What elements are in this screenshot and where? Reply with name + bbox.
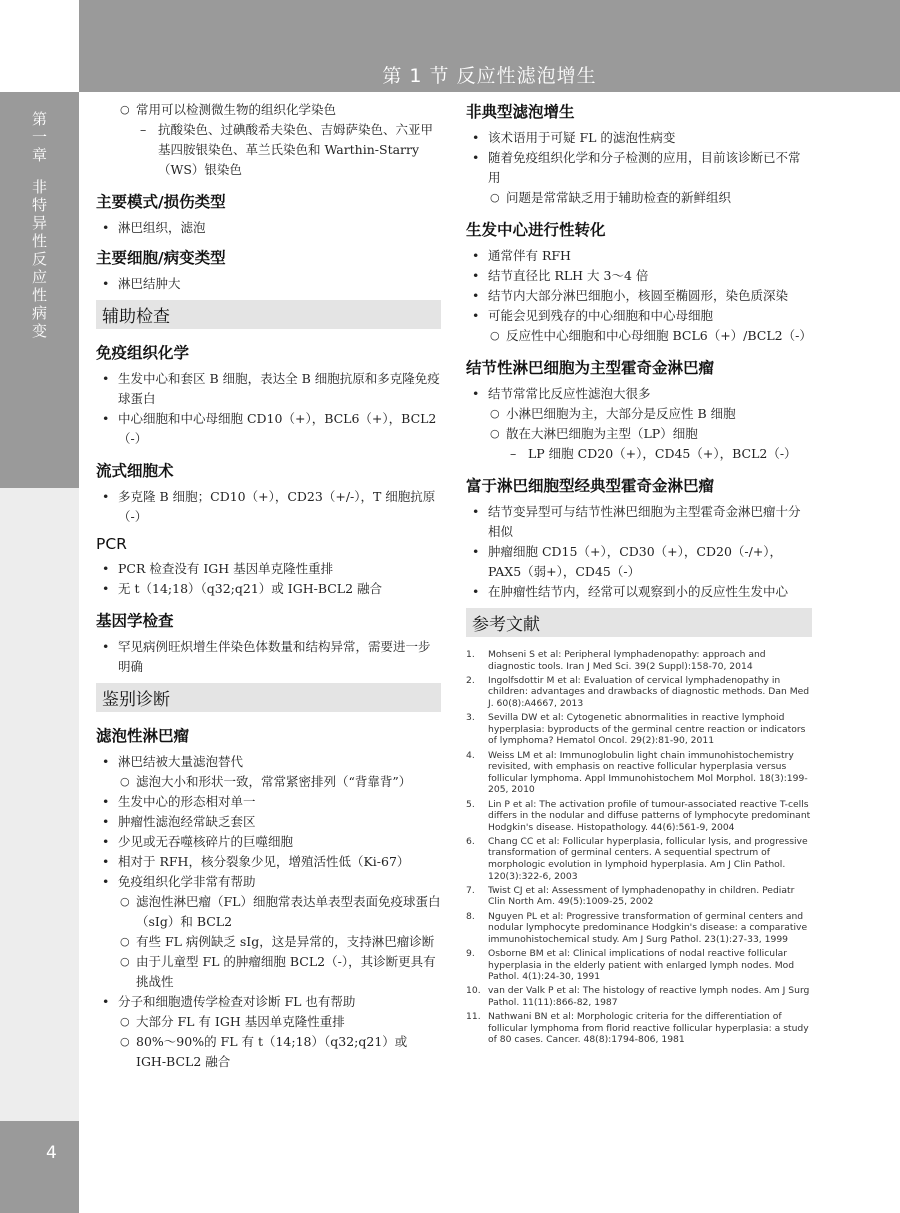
band-references: 参考文献 xyxy=(466,608,812,637)
nlphl-list xyxy=(466,384,812,464)
atypical-list xyxy=(466,128,812,208)
heading-flow: 流式细胞术 xyxy=(96,462,174,480)
list-item: • 中心细胞和中心母细胞 CD10（+），BCL6（+），BCL2（-） xyxy=(96,409,441,449)
heading-atypical: 非典型滤泡增生 xyxy=(466,103,575,121)
heading-main-pattern: 主要模式/损伤类型 xyxy=(96,193,226,211)
list-item: • 淋巴结肿大 xyxy=(96,274,441,294)
list-item: ○ 滤泡性淋巴瘤（FL）细胞常表达单表型表面免疫球蛋白（sIg）和 BCL2 xyxy=(96,892,441,932)
list-item: • 淋巴组织，滤泡 xyxy=(96,218,441,238)
list-item: • 生发中心的形态相对单一 xyxy=(96,792,441,812)
heading-ihc: 免疫组织化学 xyxy=(96,344,190,362)
reference-item xyxy=(466,799,812,834)
list-item: • 结节变异型可与结节性淋巴细胞为主型霍奇金淋巴瘤十分相似 xyxy=(466,502,812,542)
reference-item xyxy=(466,836,812,882)
reference-list xyxy=(466,649,812,1046)
list-item: • 无 t（14;18）（q32;q21）或 IGH-BCL2 融合 xyxy=(96,579,441,599)
section-title: 第 1 节 反应性滤泡增生 xyxy=(382,65,597,87)
list-item: • 通常伴有 RFH xyxy=(466,246,812,266)
list-item: • 相对于 RFH，核分裂象少见，增殖活性低（Ki-67） xyxy=(96,852,441,872)
list-item: ○ 80%～90%的 FL 有 t（14;18）（q32;q21）或 IGH-BCL2 融合 xyxy=(96,1032,441,1072)
band-differential: 鉴别诊断 xyxy=(96,683,441,712)
list-item: – 抗酸染色、过碘酸希夫染色、吉姆萨染色、六亚甲基四胺银染色、革兰氏染色和 Warthin-Starry（WS）银染色 xyxy=(96,120,441,180)
list-item: • 在肿瘤性结节内，经常可以观察到小的反应性生发中心 xyxy=(466,582,812,602)
chapter-tab xyxy=(0,92,79,488)
list-item: • 淋巴结被大量滤泡替代 xyxy=(96,752,441,772)
list-item: ○ 散在大淋巴细胞为主型（LP）细胞 xyxy=(466,424,812,444)
reference-text: Ingolfsdottir M et al: Evaluation of cervical lymphadenopathy in children: advantages and drawbacks of diagnostic methods. Dan Med J. 60(8):A4667, 2013 xyxy=(488,674,810,709)
reference-number: 4. xyxy=(466,749,475,761)
reference-item xyxy=(466,885,812,908)
band-ancillary-tests: 辅助检查 xyxy=(96,300,441,329)
list-item: • 罕见病例旺炽增生伴染色体数量和结构异常，需要进一步明确 xyxy=(96,637,441,677)
sidebar-top xyxy=(0,0,79,92)
intro-list xyxy=(96,100,441,180)
reference-text: Mohseni S et al: Peripheral lymphadenopathy: approach and diagnostic tools. Iran J Med Sci. 39(2 Suppl):158-70, 2014 xyxy=(488,649,766,672)
chapter-number: 第一章 xyxy=(31,110,47,164)
list-item: ○ 有些 FL 病例缺乏 sIg，这是异常的，支持淋巴瘤诊断 xyxy=(96,932,441,952)
list-item: • 肿瘤细胞 CD15（+），CD30（+），CD20（-/+），PAX5（弱+），CD45（-） xyxy=(466,542,812,582)
list-item: • 可能会见到残存的中心细胞和中心母细胞 xyxy=(466,306,812,326)
list-item: • 生发中心和套区 B 细胞，表达全 B 细胞抗原和多克隆免疫球蛋白 xyxy=(96,369,441,409)
list-item: ○ 反应性中心细胞和中心母细胞 BCL6（+）/BCL2（-） xyxy=(466,326,812,346)
reference-item xyxy=(466,712,812,747)
reference-number: 10. xyxy=(466,985,481,997)
reference-text: Lin P et al: The activation profile of tumour-associated reactive T-cells differs in the nodular and diffuse patterns of lymphocyte predominant Hodgkin's disease. Histopathology. 44(6):561-9, 2004 xyxy=(488,798,811,833)
ihc-list xyxy=(96,369,441,449)
list-item: • 分子和细胞遗传学检查对诊断 FL 也有帮助 xyxy=(96,992,441,1012)
list-item: • 少见或无吞噬核碎片的巨噬细胞 xyxy=(96,832,441,852)
list-item: • 结节常常比反应性滤泡大很多 xyxy=(466,384,812,404)
reference-item xyxy=(466,649,812,672)
sidebar-middle xyxy=(0,488,79,1121)
list-item: • 免疫组织化学非常有帮助 xyxy=(96,872,441,892)
reference-number: 5. xyxy=(466,798,475,810)
reference-text: van der Valk P et al: The histology of reactive lymph nodes. Am J Surg Pathol. 11(11):866-82, 1987 xyxy=(488,985,810,1008)
chapter-title: 非特异性反应性病变 xyxy=(31,178,47,340)
heading-genetic: 基因学检查 xyxy=(96,612,174,630)
reference-item xyxy=(466,675,812,710)
heading-nlphl: 结节性淋巴细胞为主型霍奇金淋巴瘤 xyxy=(466,359,715,377)
list-item: ○ 滤泡大小和形状一致，常常紧密排列（“背靠背”） xyxy=(96,772,441,792)
list-item: – LP 细胞 CD20（+），CD45（+），BCL2（-） xyxy=(466,444,812,464)
ptgc-list xyxy=(466,246,812,346)
reference-text: Osborne BM et al: Clinical implications of nodal reactive follicular hyperplasia in the elderly patient with enlarged lymph nodes. Mod Pathol. 4(1):24-30, 1991 xyxy=(488,948,795,983)
page-number: 4 xyxy=(46,1143,57,1163)
list-item: ○ 大部分 FL 有 IGH 基因单克隆性重排 xyxy=(96,1012,441,1032)
reference-number: 9. xyxy=(466,948,475,959)
heading-pcr: PCR xyxy=(96,535,127,553)
reference-number: 6. xyxy=(466,835,475,847)
list-item: • 结节内大部分淋巴细胞小，核圆至椭圆形，染色质深染 xyxy=(466,286,812,306)
heading-main-cell: 主要细胞/病变类型 xyxy=(96,249,226,267)
page-number-box xyxy=(0,1121,79,1213)
list-item: • 随着免疫组织化学和分子检测的应用，目前该诊断已不常用 xyxy=(466,148,812,188)
list-item: • 结节直径比 RLH 大 3～4 倍 xyxy=(466,266,812,286)
reference-number: 11. xyxy=(466,1011,481,1023)
reference-item xyxy=(466,911,812,946)
reference-item xyxy=(466,750,812,796)
reference-number: 2. xyxy=(466,674,475,686)
reference-number: 3. xyxy=(466,712,475,724)
pattern-list xyxy=(96,218,441,238)
reference-number: 7. xyxy=(466,884,475,896)
reference-item xyxy=(466,1011,812,1046)
flow-list xyxy=(96,487,441,527)
fl-list xyxy=(96,752,441,1072)
list-item: • 多克隆 B 细胞；CD10（+），CD23（+/-），T 细胞抗原（-） xyxy=(96,487,441,527)
list-item: • PCR 检查没有 IGH 基因单克隆性重排 xyxy=(96,559,441,579)
page-header xyxy=(79,0,900,92)
list-item: • 肿瘤性滤泡经常缺乏套区 xyxy=(96,812,441,832)
reference-number: 8. xyxy=(466,910,475,922)
genetic-list xyxy=(96,637,441,677)
heading-follicular-lymphoma: 滤泡性淋巴瘤 xyxy=(96,727,190,745)
pcr-list xyxy=(96,559,441,599)
reference-item xyxy=(466,985,812,1008)
reference-text: Weiss LM et al: Immunoglobulin light chain immunohistochemistry revisited, with emphasis on reactive follicular hyperplasia versus follicular lymphoma. Appl Immunohistochem Mol Morphol. 18(3):199-205, 2010 xyxy=(488,749,808,796)
list-item: ○ 问题是常常缺乏用于辅助检查的新鲜组织 xyxy=(466,188,812,208)
right-column xyxy=(466,100,812,1049)
list-item: • 该术语用于可疑 FL 的滤泡性病变 xyxy=(466,128,812,148)
list-item: ○ 常用可以检测微生物的组织化学染色 xyxy=(96,100,441,120)
reference-text: Twist CJ et al: Assessment of lymphadenopathy in children. Pediatr Clin North Am. 49(5):1009-25, 2002 xyxy=(488,884,795,908)
heading-ptgc: 生发中心进行性转化 xyxy=(466,221,606,239)
chapter-sidebar xyxy=(0,0,79,1213)
reference-text: Sevilla DW et al: Cytogenetic abnormalities in reactive lymphoid hyperplasia: byproducts of the germinal centre reaction or indicators of lymphoma? Hematol Oncol. 29(2):81-90, 2011 xyxy=(488,712,806,747)
reference-text: Chang CC et al: Follicular hyperplasia, follicular lysis, and progressive transformation of germinal centers. A sequential spectrum of morphologic evolution in lymphoid hyperplasia. Am J Clin Pathol. 120(3):322-6, 2003 xyxy=(488,835,808,882)
reference-item xyxy=(466,948,812,983)
list-item: ○ 小淋巴细胞为主，大部分是反应性 B 细胞 xyxy=(466,404,812,424)
reference-number: 1. xyxy=(466,649,475,660)
reference-text: Nathwani BN et al: Morphologic criteria for the differentiation of follicular lymphoma from florid reactive follicular hyperplasia: a study of 80 cases. Cancer. 48(8):1794-806, 1981 xyxy=(488,1011,809,1046)
left-column xyxy=(96,100,441,1072)
heading-lrchl: 富于淋巴细胞型经典型霍奇金淋巴瘤 xyxy=(466,477,715,495)
lrchl-list xyxy=(466,502,812,602)
list-item: ○ 由于儿童型 FL 的肿瘤细胞 BCL2（-），其诊断更具有挑战性 xyxy=(96,952,441,992)
reference-text: Nguyen PL et al: Progressive transformation of germinal centers and nodular lymphocyte predominance Hodgkin's disease: a comparative immunohistochemical study. Am J Surg Pathol. 23(1):27-33, 1999 xyxy=(488,910,808,945)
cell-list xyxy=(96,274,441,294)
